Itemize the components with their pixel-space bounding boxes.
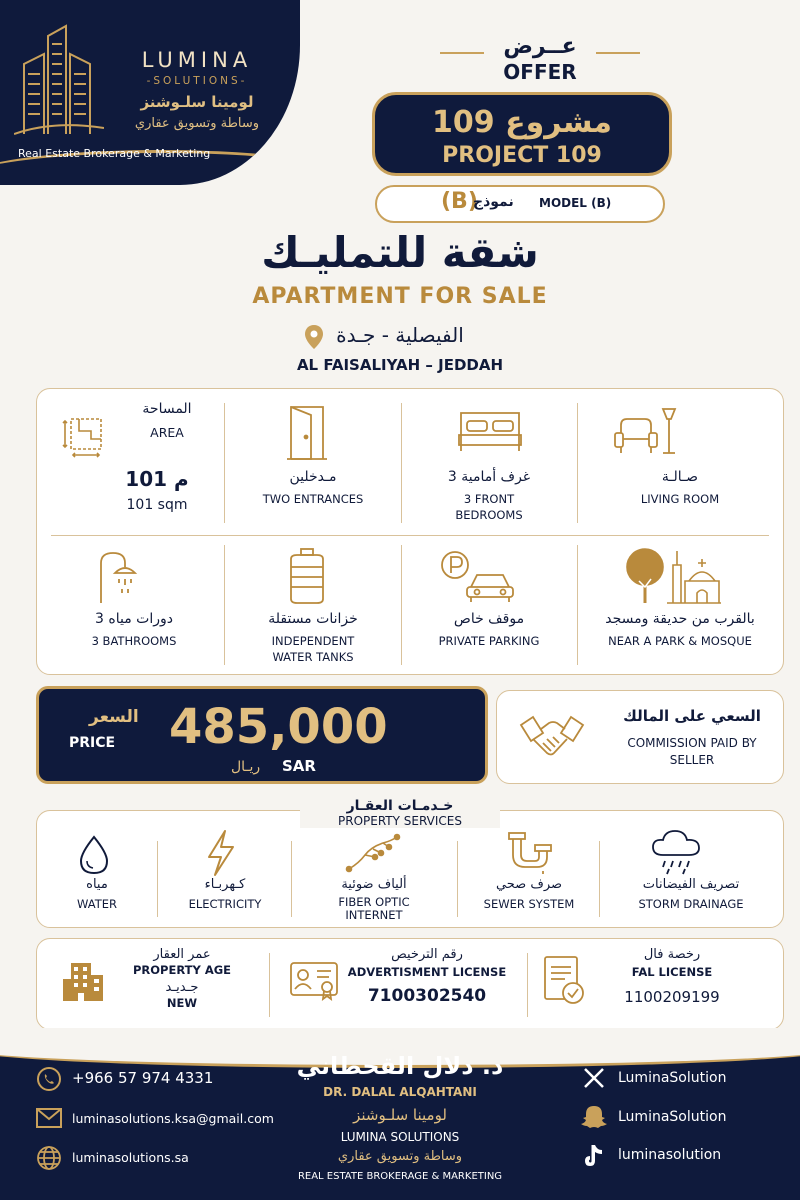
footer-company-en: LUMINA SOLUTIONS: [340, 1130, 460, 1144]
rain-cloud-icon: [651, 829, 701, 875]
fal-license-en: FAL LICENSE: [631, 965, 713, 979]
footer-tagline-en: REAL ESTATE BROKERAGE & MARKETING: [297, 1171, 503, 1182]
feature-entrances-en: TWO ENTRANCES: [262, 492, 364, 506]
feature-parking: [409, 611, 569, 649]
license-advertisement: [337, 947, 517, 1006]
brand-name: LUMINA: [141, 48, 253, 72]
property-age-value-en: NEW: [166, 996, 198, 1010]
model-letter: (B): [441, 189, 478, 214]
handshake-icon: [519, 709, 585, 765]
service-fiber-ar: ألياف ضوئية: [341, 877, 407, 892]
service-storm-en: STORM DRAINAGE: [638, 897, 744, 911]
service-water-en: WATER: [77, 897, 117, 911]
service-fiber: [297, 877, 451, 922]
model-ar: نموذج: [473, 194, 514, 210]
parking-icon: [439, 549, 519, 605]
footer-snapchat-handle[interactable]: LuminaSolution: [618, 1109, 727, 1125]
license-box: [36, 938, 784, 1030]
model-en: MODEL (B): [539, 196, 612, 210]
feature-bathrooms: [49, 611, 219, 649]
bed-icon: [455, 407, 525, 455]
service-water: [43, 877, 151, 912]
brand-name-ar: لومينا سلـوشنز: [140, 93, 254, 111]
divider: [457, 841, 458, 917]
feature-water-tanks-ar: خزانات مستقلة: [268, 611, 358, 627]
area-value-ar: 101 م: [125, 467, 189, 491]
service-sewer-en: SEWER SYSTEM: [483, 897, 575, 911]
divider: [157, 841, 158, 917]
brand-panel: [0, 0, 300, 185]
services-title-en: PROPERTY SERVICES: [338, 814, 462, 828]
brand-tagline-en: Real Estate Brokerage & Marketing: [18, 147, 211, 160]
model-badge: [375, 185, 665, 223]
service-storm-ar: تصريف الفيضانات: [642, 877, 740, 892]
feature-living: [585, 469, 775, 507]
price-label-en: PRICE: [69, 735, 116, 751]
divider: [577, 403, 578, 523]
feature-park-mosque: [585, 611, 775, 649]
project-en: PROJECT 109: [442, 143, 602, 168]
service-fiber-en: FIBER OPTIC INTERNET: [338, 895, 410, 922]
fal-license-value: 1100209199: [624, 988, 720, 1006]
brand-sub: -SOLUTIONS-: [146, 75, 248, 87]
feature-bathrooms-ar: 3 دورات مياه: [95, 611, 173, 627]
water-drop-icon: [77, 835, 111, 875]
price-currency-en: SAR: [282, 757, 316, 775]
divider: [401, 403, 402, 523]
features-box: [36, 388, 784, 675]
services-title-ar: خـدمـات العقـار: [346, 798, 454, 814]
fiber-optic-icon: [345, 833, 401, 873]
ad-license-ar: رقم الترخيص: [391, 947, 463, 962]
feature-bathrooms-en: 3 BATHROOMS: [91, 634, 177, 648]
footer-email[interactable]: luminasolutions.ksa@gmail.com: [72, 1111, 274, 1126]
footer-x-handle[interactable]: LuminaSolution: [618, 1070, 727, 1086]
service-sewer-ar: صرف صحي: [495, 877, 563, 892]
commission-en: COMMISSION PAID BY SELLER: [627, 736, 757, 767]
pipe-icon: [507, 831, 555, 875]
snapchat-icon: [580, 1104, 608, 1130]
location-ar: الفيصلية - جـدة: [336, 323, 464, 347]
feature-water-tanks-en: INDEPENDENT WATER TANKS: [271, 634, 355, 664]
divider: [224, 403, 225, 523]
agent-name-ar: د. دلال القحطاني: [296, 1052, 504, 1080]
ad-license-value: 7100302540: [367, 986, 487, 1006]
service-electricity: [163, 877, 287, 912]
agent-name-en: DR. DALAL ALQAHTANI: [323, 1085, 477, 1099]
feature-entrances-ar: مـدخلين: [289, 469, 337, 485]
divider: [577, 545, 578, 665]
service-sewer: [463, 877, 595, 912]
globe-icon: [36, 1145, 62, 1171]
area-icon: [61, 409, 111, 459]
park-mosque-icon: [623, 545, 723, 607]
building-icon: [61, 959, 105, 1003]
property-age-ar: عمر العقار: [153, 947, 211, 962]
project-badge: [372, 92, 672, 176]
divider: [527, 953, 528, 1017]
offer-label-ar: عــرض: [503, 34, 577, 59]
service-water-ar: مياه: [86, 877, 108, 892]
commission-box: [496, 690, 784, 784]
divider: [51, 535, 769, 536]
price-amount: 485,000: [169, 699, 388, 755]
shower-icon: [93, 549, 149, 605]
services-header: [300, 798, 500, 828]
feature-area: [117, 401, 217, 441]
feature-bedrooms-ar: 3 غرف أمامية: [447, 469, 531, 485]
feature-area-ar: المساحة: [142, 401, 192, 417]
title-en: APARTMENT FOR SALE: [252, 284, 548, 309]
water-tank-icon: [285, 547, 329, 607]
sofa-icon: [613, 405, 679, 457]
divider: [291, 841, 292, 917]
footer-company-ar: لومينا سلـوشنز: [353, 1106, 447, 1124]
footer-tiktok-handle[interactable]: luminasolution: [618, 1147, 722, 1163]
feature-area-en: AREA: [150, 425, 184, 440]
feature-parking-ar: موقف خاص: [453, 611, 525, 627]
lightning-icon: [203, 829, 239, 877]
price-label-ar: السعر: [89, 707, 139, 727]
feature-area-value: [97, 467, 217, 513]
project-ar: مشروع 109: [432, 105, 612, 140]
x-twitter-icon: [582, 1066, 606, 1090]
divider: [599, 841, 600, 917]
email-icon: [36, 1108, 62, 1128]
feature-parking-en: PRIVATE PARKING: [438, 634, 540, 648]
building-logo-icon: [14, 24, 104, 136]
area-value-en: 101 sqm: [126, 497, 188, 513]
fal-license-ar: رخصة فال: [643, 947, 701, 962]
ad-license-en: ADVERTISMENT LICENSE: [347, 965, 507, 979]
service-storm: [605, 877, 777, 912]
license-fal: [597, 947, 747, 1006]
property-age-value-ar: جـديـد: [165, 980, 199, 995]
feature-bedrooms-en: 3 FRONT BEDROOMS: [455, 492, 523, 522]
feature-water-tanks: [233, 611, 393, 665]
feature-living-en: LIVING ROOM: [640, 492, 720, 506]
divider: [269, 953, 270, 1017]
title-ar: شقة للتمليـك: [261, 228, 539, 277]
price-box: [36, 686, 488, 784]
footer-phone[interactable]: +966 57 974 4331: [72, 1069, 214, 1087]
property-age-en: PROPERTY AGE: [132, 963, 232, 977]
offer-label-en: OFFER: [503, 60, 577, 84]
divider: [224, 545, 225, 665]
feature-park-mosque-ar: بالقرب من حديقة ومسجد: [605, 611, 755, 627]
service-electricity-en: ELECTRICITY: [188, 897, 262, 911]
price-currency-ar: ريـال: [231, 759, 261, 775]
door-icon: [285, 403, 329, 463]
certificate-icon: [289, 961, 339, 1001]
divider: [401, 545, 402, 665]
service-electricity-ar: كـهربـاء: [204, 877, 246, 892]
tiktok-icon: [582, 1143, 606, 1169]
feature-park-mosque-en: NEAR A PARK & MOSQUE: [608, 634, 752, 648]
brand-tagline-ar: وساطة وتسويق عقاري: [134, 116, 260, 131]
commission-ar: السعي على المالك: [623, 707, 761, 725]
feature-living-ar: صـالـة: [661, 469, 699, 485]
whatsapp-icon: [36, 1066, 62, 1092]
document-check-icon: [543, 955, 587, 1007]
location-en: AL FAISALIYAH – JEDDAH: [296, 356, 504, 374]
license-property-age: [107, 947, 257, 1011]
footer-tagline-ar: وساطة وتسويق عقاري: [337, 1149, 463, 1164]
feature-bedrooms: [409, 469, 569, 523]
feature-entrances: [233, 469, 393, 507]
footer-website[interactable]: luminasolutions.sa: [72, 1150, 189, 1165]
